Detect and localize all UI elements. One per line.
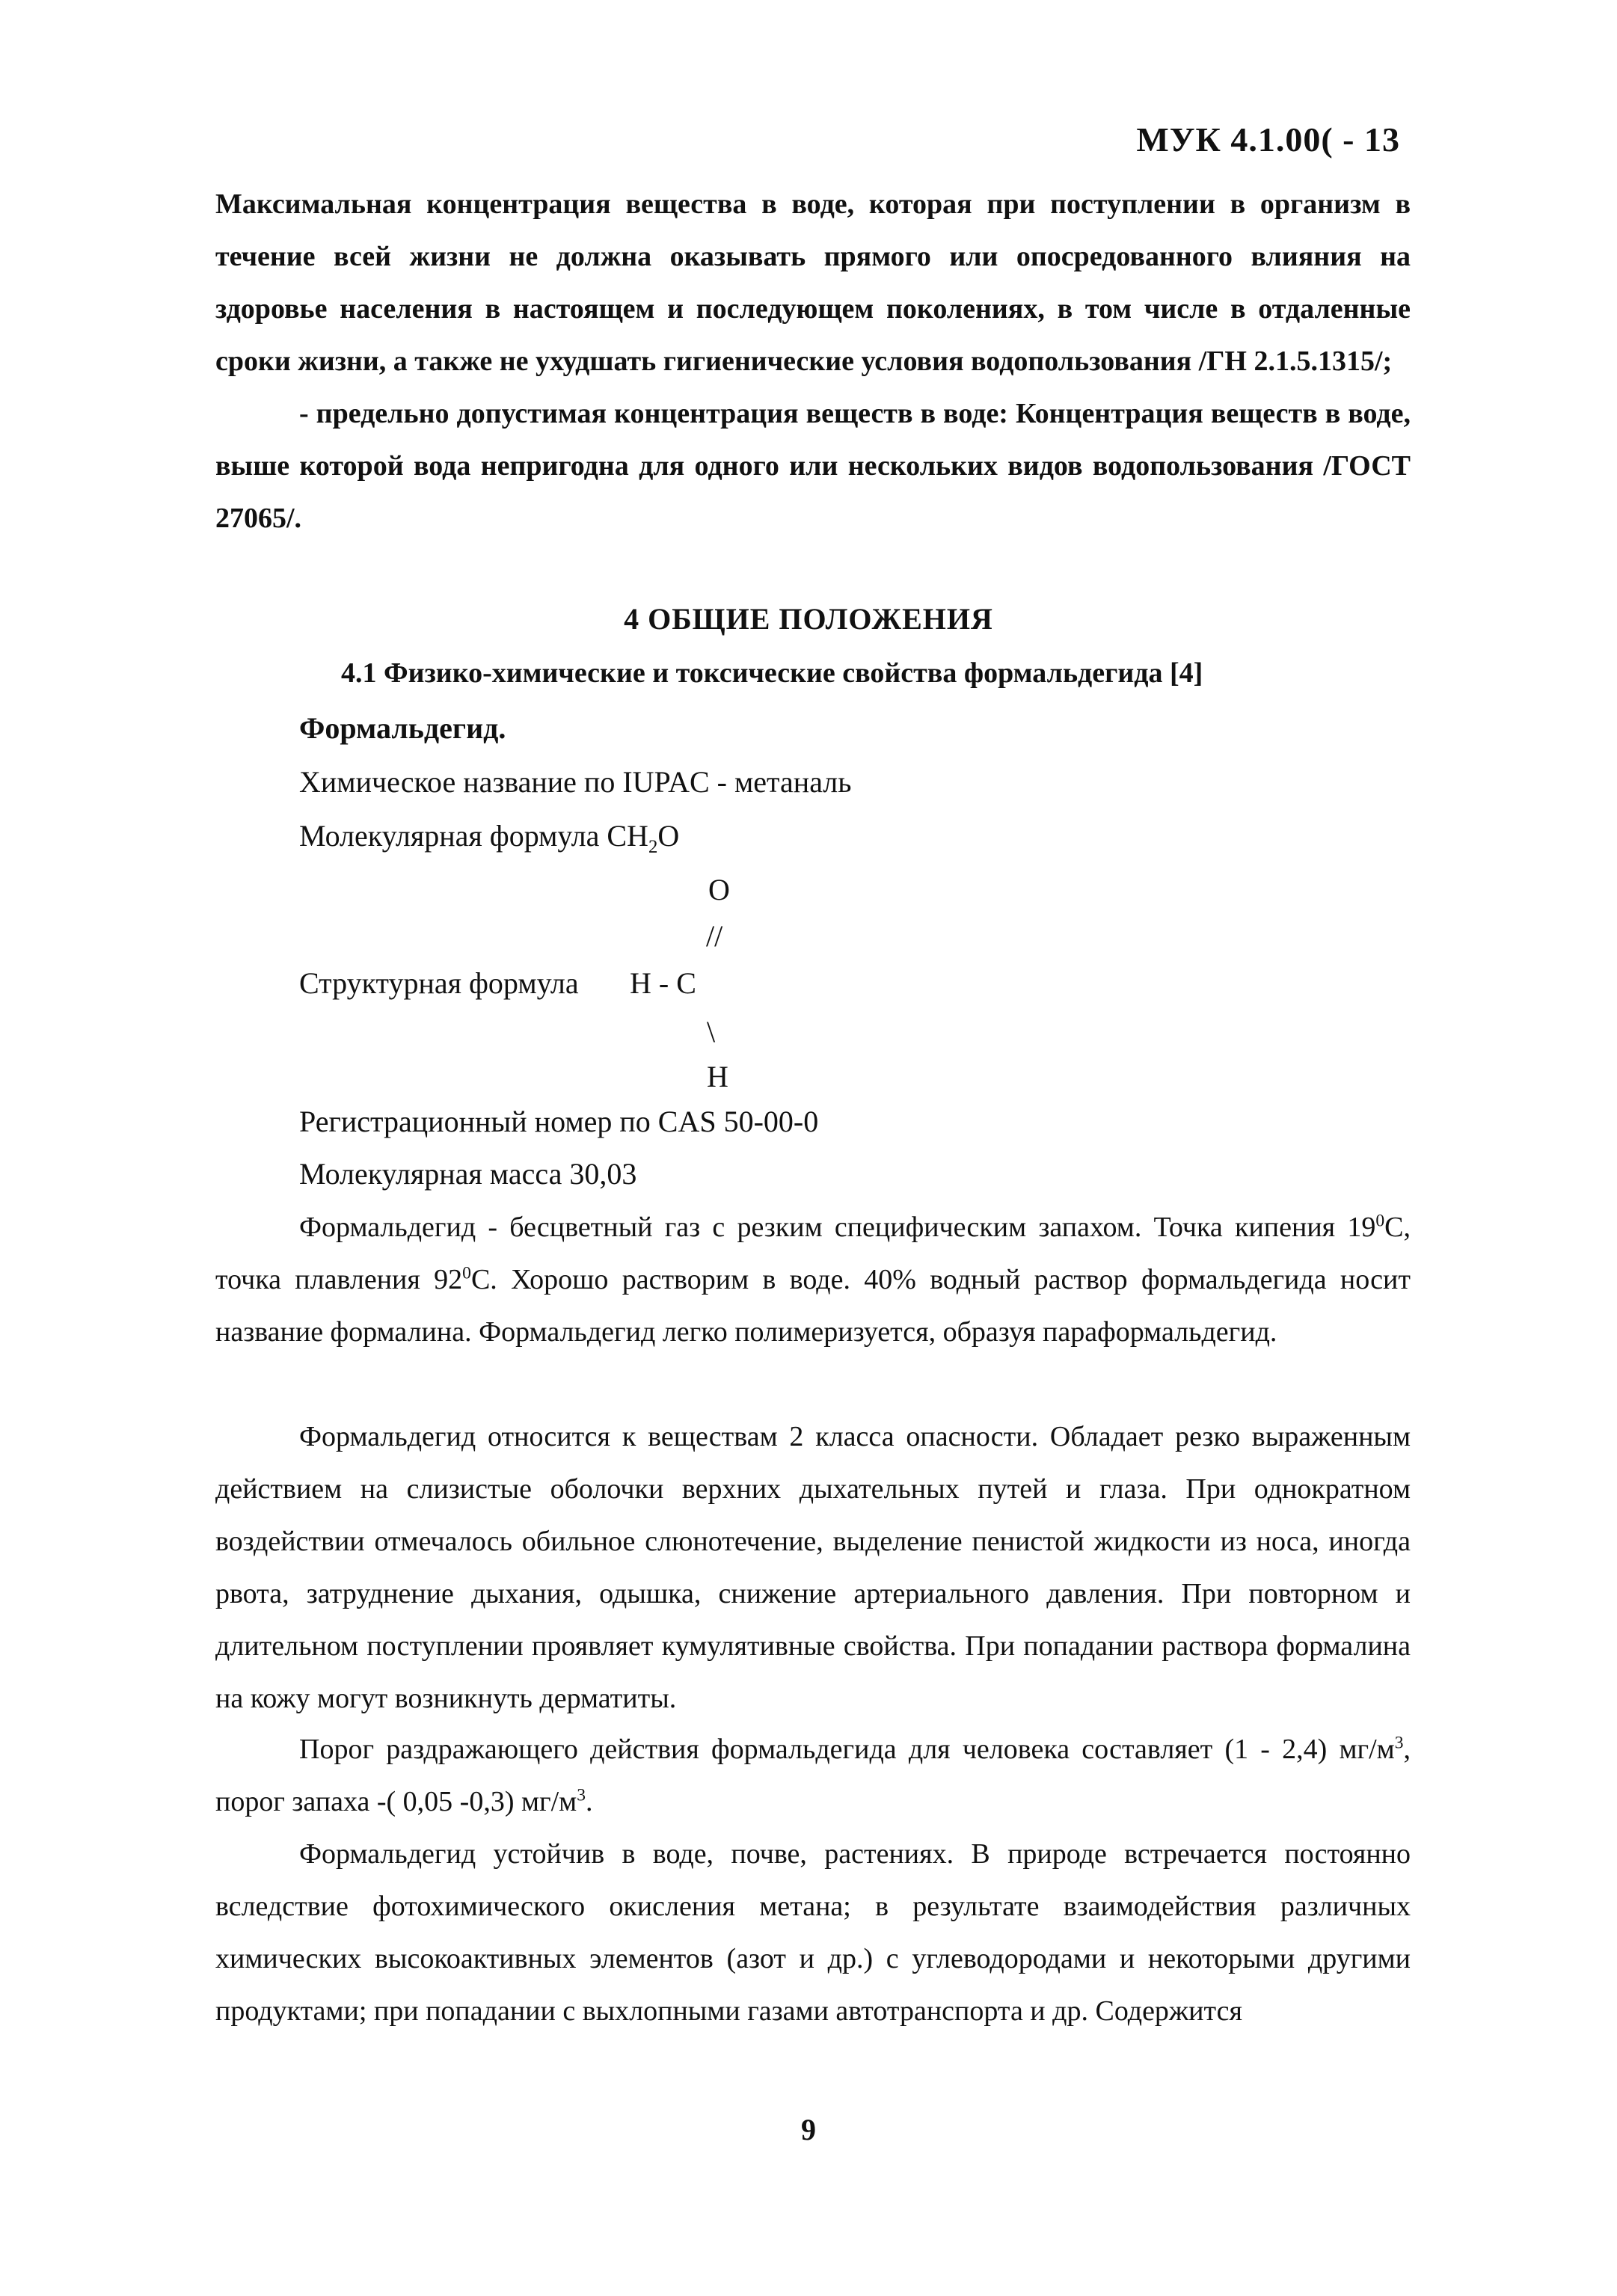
degree-superscript: 0: [1375, 1211, 1385, 1231]
threshold-part-a: Порог раздражающего действия формальдегида для человека составляет (1 - 2,4) мг/м: [299, 1734, 1395, 1765]
paragraph-hazard: Формальдегид относится к веществам 2 класса опасности. Обладает резко выраженным действием на слизистые оболочки верхних дыхательных путей и глаза. При однократном воздействии отмечалось обильное слюнотечение, выделение пенистой жидкости из носа, иногда рвота, затруднение дыхания, одышка, снижение артериального давления. При повторном и длительном поступлении проявляет кумулятивные свойства. При попадании раствора формалина на кожу могут возникнуть дерматиты.: [215, 1421, 1411, 1714]
threshold-part-c: .: [586, 1786, 593, 1817]
cas-number: Регистрационный номер по CAS 50-00-0: [299, 1105, 819, 1138]
description-part-a: Формальдегид - бесцветный газ с резким специфическим запахом. Точка кипения 19: [299, 1212, 1376, 1243]
paragraph-stability: Формальдегид устойчив в воде, почве, растениях. В природе встречается постоянно вследствие фотохимического окисления метана; в результате взаимодействия различных химических высокоактивных элементов (азот и др.) с углеводородами и некоторыми другими продуктами; при попадании с выхлопными газами автотранспорта и др. Содержится: [215, 1838, 1411, 2027]
section-title: 4 ОБЩИЕ ПОЛОЖЕНИЯ: [624, 602, 993, 636]
structural-double-bond: //: [706, 919, 723, 953]
cubic-superscript: 3: [577, 1785, 586, 1805]
molecular-formula-tail: O: [657, 819, 680, 853]
document-code-header: МУК 4.1.00( - 13: [1136, 120, 1400, 159]
threshold-part-b: , порог запаха -( 0,05 -0,3) мг/м: [215, 1734, 1411, 1817]
intro-paragraph-definition: Максимальная концентрация вещества в воде, которая при поступлении в организм в течение всей жизни не должна оказывать прямого или опосредованного влияния на здоровье населения в настоящем и последующем поколениях, в том числе в отдаленные сроки жизни, а также не ухудшать гигиенические условия водопользования /ГН 2.1.5.1315/;: [215, 188, 1411, 377]
paragraph-threshold: [215, 1723, 1411, 1828]
mpc-term: - предельно допустимая концентрация веществ в воде:: [299, 398, 1008, 429]
substance-name: Формальдегид.: [299, 711, 506, 745]
structural-hc: H - C: [630, 966, 696, 1000]
molecular-formula-subscript: 2: [648, 837, 658, 857]
molecular-formula-label: Молекулярная формула CH: [299, 819, 648, 853]
degree-superscript: 0: [462, 1263, 471, 1283]
iupac-name: Химическое название по IUPAC - метаналь: [299, 765, 852, 799]
subsection-title: 4.1 Физико-химические и токсические свойства формальдегида [4]: [341, 657, 1203, 689]
structural-hydrogen: H: [707, 1060, 728, 1093]
mpc-definition: Концентрация веществ в воде, выше которой вода непригодна для одного или нескольких видов водопользования /ГОСТ 27065/.: [215, 398, 1411, 534]
intro-paragraph-mpc: [215, 387, 1411, 544]
molecular-mass: Молекулярная масса 30,03: [299, 1157, 637, 1191]
description-part-c: С. Хорошо растворим в воде. 40% водный раствор формальдегида носит название формалина. Формальдегид легко полимеризуется, образуя параформальдегид.: [215, 1264, 1411, 1348]
paragraph-description: [215, 1201, 1411, 1358]
structural-single-bond: \: [707, 1015, 716, 1049]
description-part-b: С, точка плавления 92: [215, 1212, 1411, 1295]
page-number: 9: [801, 2113, 816, 2146]
cubic-superscript: 3: [1394, 1733, 1404, 1753]
structural-formula-label: Структурная формула: [299, 966, 579, 1000]
structural-oxygen: O: [708, 873, 730, 906]
molecular-formula: [299, 814, 679, 859]
